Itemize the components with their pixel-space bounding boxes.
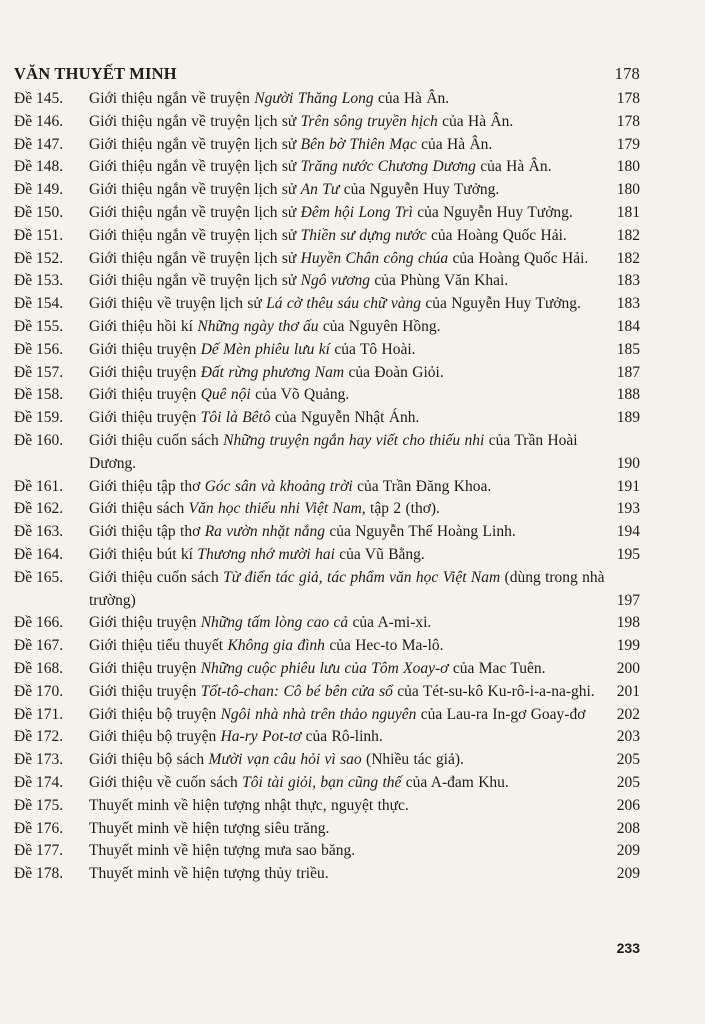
entry-text: Thuyết minh về hiện tượng mưa sao băng. [89,842,356,860]
entry-title [89,612,610,635]
entry-page: 197 [616,591,640,609]
entry-text: Giới thiệu ngắn về truyện lịch sử [89,112,301,130]
entry-number: Đề 146. [14,112,64,130]
entry-title [89,88,610,111]
work-title: Từ điển tác giả, tác phẩm văn học Việt Nam [223,568,501,586]
entry-text: Giới thiệu về truyện lịch sử [89,295,267,313]
work-title: Văn học thiếu nhi Việt Nam [188,500,362,518]
entry-title [89,544,610,567]
entry-text: của Hà Ân. [437,112,514,130]
entry-number: Đề 178. [14,865,64,883]
entry-text: Giới thiệu ngắn về truyện lịch sử [89,249,301,267]
entry-number: Đề 164. [14,545,64,563]
entry-text: của Hoàng Quốc Hải. [426,226,567,244]
entry-title [89,772,610,795]
entry-text: Giới thiệu hồi kí [89,317,198,335]
toc-entry [14,179,640,202]
entry-number: Đề 145. [14,90,64,107]
entry-title [89,202,610,225]
toc-entry [14,248,640,271]
entry-text: Giới thiệu tập thơ [89,523,205,541]
entry-text: Giới thiệu truyện [89,614,201,632]
entry-text: của Hà Ân. [373,90,450,107]
entry-title [89,863,610,886]
entry-title [89,726,610,749]
work-title: Thiền sư dựng nước [300,226,427,244]
entry-page: 180 [616,181,640,199]
entry-text: (dùng trong nhà trường) [89,568,605,609]
entry-text: Thuyết minh về hiện tượng siêu trăng. [89,819,330,837]
entry-number: Đề 153. [14,272,64,290]
page-number: 233 [616,940,640,956]
entry-text: của Nguyên Hồng. [318,317,441,335]
toc-entry [14,567,640,613]
entry-number: Đề 149. [14,181,64,199]
work-title: Tốt-tô-chan: Cô bé bên cửa sổ [200,682,393,700]
entry-page: 181 [616,203,640,221]
entry-title [89,749,610,772]
work-title: Ra vườn nhặt nắng [204,523,325,541]
toc-entry [14,88,640,111]
entry-text: của Nguyễn Huy Tưởng. [339,181,500,199]
entry-number: Đề 167. [14,637,64,655]
entry-text: Giới thiệu ngắn về truyện lịch sử [89,203,301,221]
entry-page: 190 [616,454,640,472]
work-title: Những tấm lòng cao cả [200,614,349,632]
entry-page: 205 [616,773,640,791]
entry-text: Giới thiệu ngắn về truyện lịch sử [89,135,301,153]
entry-number: Đề 172. [14,728,64,746]
entry-page: 208 [616,819,640,837]
entry-title [89,316,610,339]
work-title: Ngôi nhà nhà trên thảo nguyên [220,705,417,723]
work-title: Những cuộc phiêu lưu của Tôm Xoay-ơ [200,659,449,677]
entry-text: Giới thiệu cuốn sách [89,568,224,586]
entry-title [89,567,610,613]
entry-title [89,111,610,134]
entry-page: 182 [616,249,640,267]
work-title: Trên sông truyền hịch [300,112,438,130]
entry-page: 178 [616,90,640,107]
entry-number: Đề 152. [14,249,64,267]
entry-page: 183 [616,272,640,290]
entry-page: 185 [616,340,640,358]
toc-entry [14,134,640,157]
toc-entry [14,521,640,544]
toc-entry [14,293,640,316]
entry-text: Giới thiệu bộ truyện [89,705,221,723]
toc-entry [14,270,640,293]
entry-number: Đề 175. [14,796,64,814]
entry-page: 199 [616,637,640,655]
entry-page: 195 [616,545,640,563]
toc-entry [14,818,640,841]
entry-page: 209 [616,865,640,883]
entry-text: của Nguyễn Huy Tưởng. [421,295,581,313]
entry-text: Giới thiệu ngắn về truyện lịch sử [89,158,301,176]
entry-number: Đề 154. [14,295,64,313]
entry-text: của Tô Hoài. [329,340,416,358]
entry-title [89,293,610,316]
entry-text: của Vũ Bằng. [334,545,425,563]
entry-page: 188 [616,386,640,404]
entry-title [89,704,610,727]
entry-title [89,407,610,430]
work-title: Ngô vương [300,272,370,290]
entry-page: 187 [616,363,640,381]
toc-entry [14,612,640,635]
entry-text: của Nguyễn Huy Tưởng. [412,203,573,221]
entry-text: của A-mi-xi. [348,614,432,632]
toc-entry [14,681,640,704]
entry-number: Đề 170. [14,682,64,700]
entry-title [89,476,610,499]
entry-title [89,681,610,704]
entry-text: của Rô-linh. [301,728,383,746]
entry-text: Giới thiệu truyện [89,659,201,677]
toc-entry [14,840,640,863]
work-title: Những ngày thơ ấu [197,317,319,335]
entry-text: của Hà Ân. [475,158,552,176]
work-title: An Tư [300,181,340,199]
entry-page: 183 [616,295,640,313]
section-heading [14,64,640,84]
entry-text: của A-đam Khu. [401,773,509,791]
toc-entry [14,316,640,339]
entry-text: của Tét-su-kô Ku-rô-i-a-na-ghi. [392,682,595,700]
entry-page: 201 [616,682,640,700]
entry-page: 209 [616,842,640,860]
entry-title [89,225,610,248]
entry-text: của Nguyễn Nhật Ánh. [270,409,420,427]
toc-entry [14,498,640,521]
entry-text: Giới thiệu về cuốn sách [89,773,243,791]
work-title: Đất rừng phương Nam [200,363,345,381]
toc-entry [14,225,640,248]
entry-title [89,498,610,521]
entry-text: (Nhiều tác giả). [361,751,464,769]
work-title: Đêm hội Long Trì [300,203,413,221]
entry-title [89,840,610,863]
entry-title [89,134,610,157]
entry-text: Giới thiệu truyện [89,682,201,700]
entry-text: Giới thiệu ngắn về truyện lịch sử [89,272,301,290]
entry-text: Giới thiệu ngắn về truyện [89,90,255,107]
entry-text: Giới thiệu tiểu thuyết [89,637,228,655]
toc-entry [14,795,640,818]
entry-text: của Hoàng Quốc Hải. [448,249,589,267]
entry-page: 205 [616,751,640,769]
toc-entry [14,726,640,749]
entry-number: Đề 150. [14,203,64,221]
entry-text: Giới thiệu ngắn về truyện lịch sử [89,181,301,199]
entry-title [89,156,610,179]
section-page: 178 [614,64,640,83]
entry-number: Đề 157. [14,363,64,381]
entry-page: 184 [616,317,640,335]
entry-page: 193 [616,500,640,518]
toc-entry [14,476,640,499]
entry-page: 194 [616,523,640,541]
toc-entry [14,658,640,681]
entry-text: Giới thiệu bộ sách [89,751,209,769]
entry-number: Đề 151. [14,226,64,244]
entry-number: Đề 155. [14,317,64,335]
entry-text: của Phùng Văn Khai. [369,272,509,290]
entry-title [89,795,610,818]
entry-page: 191 [616,477,640,495]
toc-entry [14,384,640,407]
entry-text: Giới thiệu bộ truyện [89,728,221,746]
toc-entry [14,430,640,476]
entry-number: Đề 159. [14,409,64,427]
toc-entry [14,111,640,134]
entry-number: Đề 148. [14,158,64,176]
entry-number: Đề 173. [14,751,64,769]
toc-entry [14,749,640,772]
work-title: Không gia đình [227,637,325,655]
entry-text: Giới thiệu ngắn về truyện lịch sử [89,226,301,244]
entry-page: 200 [616,659,640,677]
entry-text: của Võ Quảng. [250,386,350,404]
entry-number: Đề 166. [14,614,64,632]
entry-text: của Hà Ân. [416,135,493,153]
entry-page: 189 [616,409,640,427]
entry-title [89,339,610,362]
entry-text: Giới thiệu cuốn sách [89,431,224,449]
entry-text: Thuyết minh về hiện tượng thủy triều. [89,865,329,883]
entry-number: Đề 156. [14,340,64,358]
work-title: Góc sân và khoảng trời [204,477,353,495]
entry-text: của Trần Đăng Khoa. [352,477,492,495]
work-title: Quê nội [200,386,251,404]
toc-entry [14,635,640,658]
entry-text: của Lau-ra In-gơ Goay-đơ [416,705,586,723]
entry-number: Đề 176. [14,819,64,837]
entry-text: Giới thiệu truyện [89,386,201,404]
entry-number: Đề 165. [14,568,64,586]
entry-text: Giới thiệu bút kí [89,545,198,563]
entry-page: 198 [616,614,640,632]
entry-page: 206 [616,796,640,814]
entry-text: Giới thiệu truyện [89,363,201,381]
toc-entry [14,407,640,430]
work-title: Huyền Chân công chúa [300,249,449,267]
work-title: Trăng nước Chương Dương [300,158,476,176]
entry-page: 203 [616,728,640,746]
entry-number: Đề 177. [14,842,64,860]
entry-text: Giới thiệu truyện [89,409,201,427]
toc-entry [14,156,640,179]
entry-page: 178 [616,112,640,130]
entry-title [89,270,610,293]
work-title: Những truyện ngắn hay viết cho thiếu nhi [223,431,485,449]
toc-entry [14,704,640,727]
entry-number: Đề 171. [14,705,64,723]
work-title: Tôi là Bêtô [200,409,271,427]
toc-list [14,88,640,886]
entry-page: 202 [616,705,640,723]
work-title: Lá cờ thêu sáu chữ vàng [266,295,421,313]
entry-number: Đề 163. [14,523,64,541]
entry-number: Đề 162. [14,500,64,518]
work-title: Người Thăng Long [254,90,374,107]
toc-entry [14,863,640,886]
work-title: Tôi tài giỏi, bạn cũng thế [242,773,402,791]
entry-title [89,521,610,544]
work-title: Mười vạn câu hỏi vì sao [208,751,362,769]
toc-entry [14,339,640,362]
entry-number: Đề 160. [14,431,64,449]
entry-page: 179 [616,135,640,153]
entry-text: của Mac Tuên. [448,659,546,677]
work-title: Ha-ry Pot-tơ [220,728,302,746]
entry-number: Đề 161. [14,477,64,495]
entry-number: Đề 158. [14,386,64,404]
entry-text: Giới thiệu truyện [89,340,201,358]
entry-page: 180 [616,158,640,176]
work-title: Thương nhớ mười hai [197,545,335,563]
entry-title [89,430,610,476]
entry-text: Thuyết minh về hiện tượng nhật thực, nguyệt thực. [89,796,409,814]
entry-title [89,179,610,202]
entry-text: của Đoàn Giỏi. [344,363,444,381]
work-title: Dế Mèn phiêu lưu kí [200,340,330,358]
entry-text: của Trần Hoài Dương. [89,431,578,472]
entry-number: Đề 174. [14,773,64,791]
entry-title [89,248,610,271]
entry-number: Đề 147. [14,135,64,153]
entry-text: Giới thiệu sách [89,500,189,518]
entry-title [89,658,610,681]
section-title: VĂN THUYẾT MINH [14,64,177,83]
entry-text: của Hec-to Ma-lô. [324,637,444,655]
toc-entry [14,772,640,795]
entry-number: Đề 168. [14,659,64,677]
entry-text: Giới thiệu tập thơ [89,477,205,495]
entry-text: của Nguyễn Thế Hoàng Linh. [324,523,516,541]
toc-entry [14,544,640,567]
entry-title [89,384,610,407]
entry-text: , tập 2 (thơ). [361,500,440,518]
work-title: Bên bờ Thiên Mạc [300,135,417,153]
entry-title [89,362,610,385]
toc-entry [14,362,640,385]
entry-title [89,635,610,658]
entry-page: 182 [616,226,640,244]
entry-title [89,818,610,841]
toc-entry [14,202,640,225]
